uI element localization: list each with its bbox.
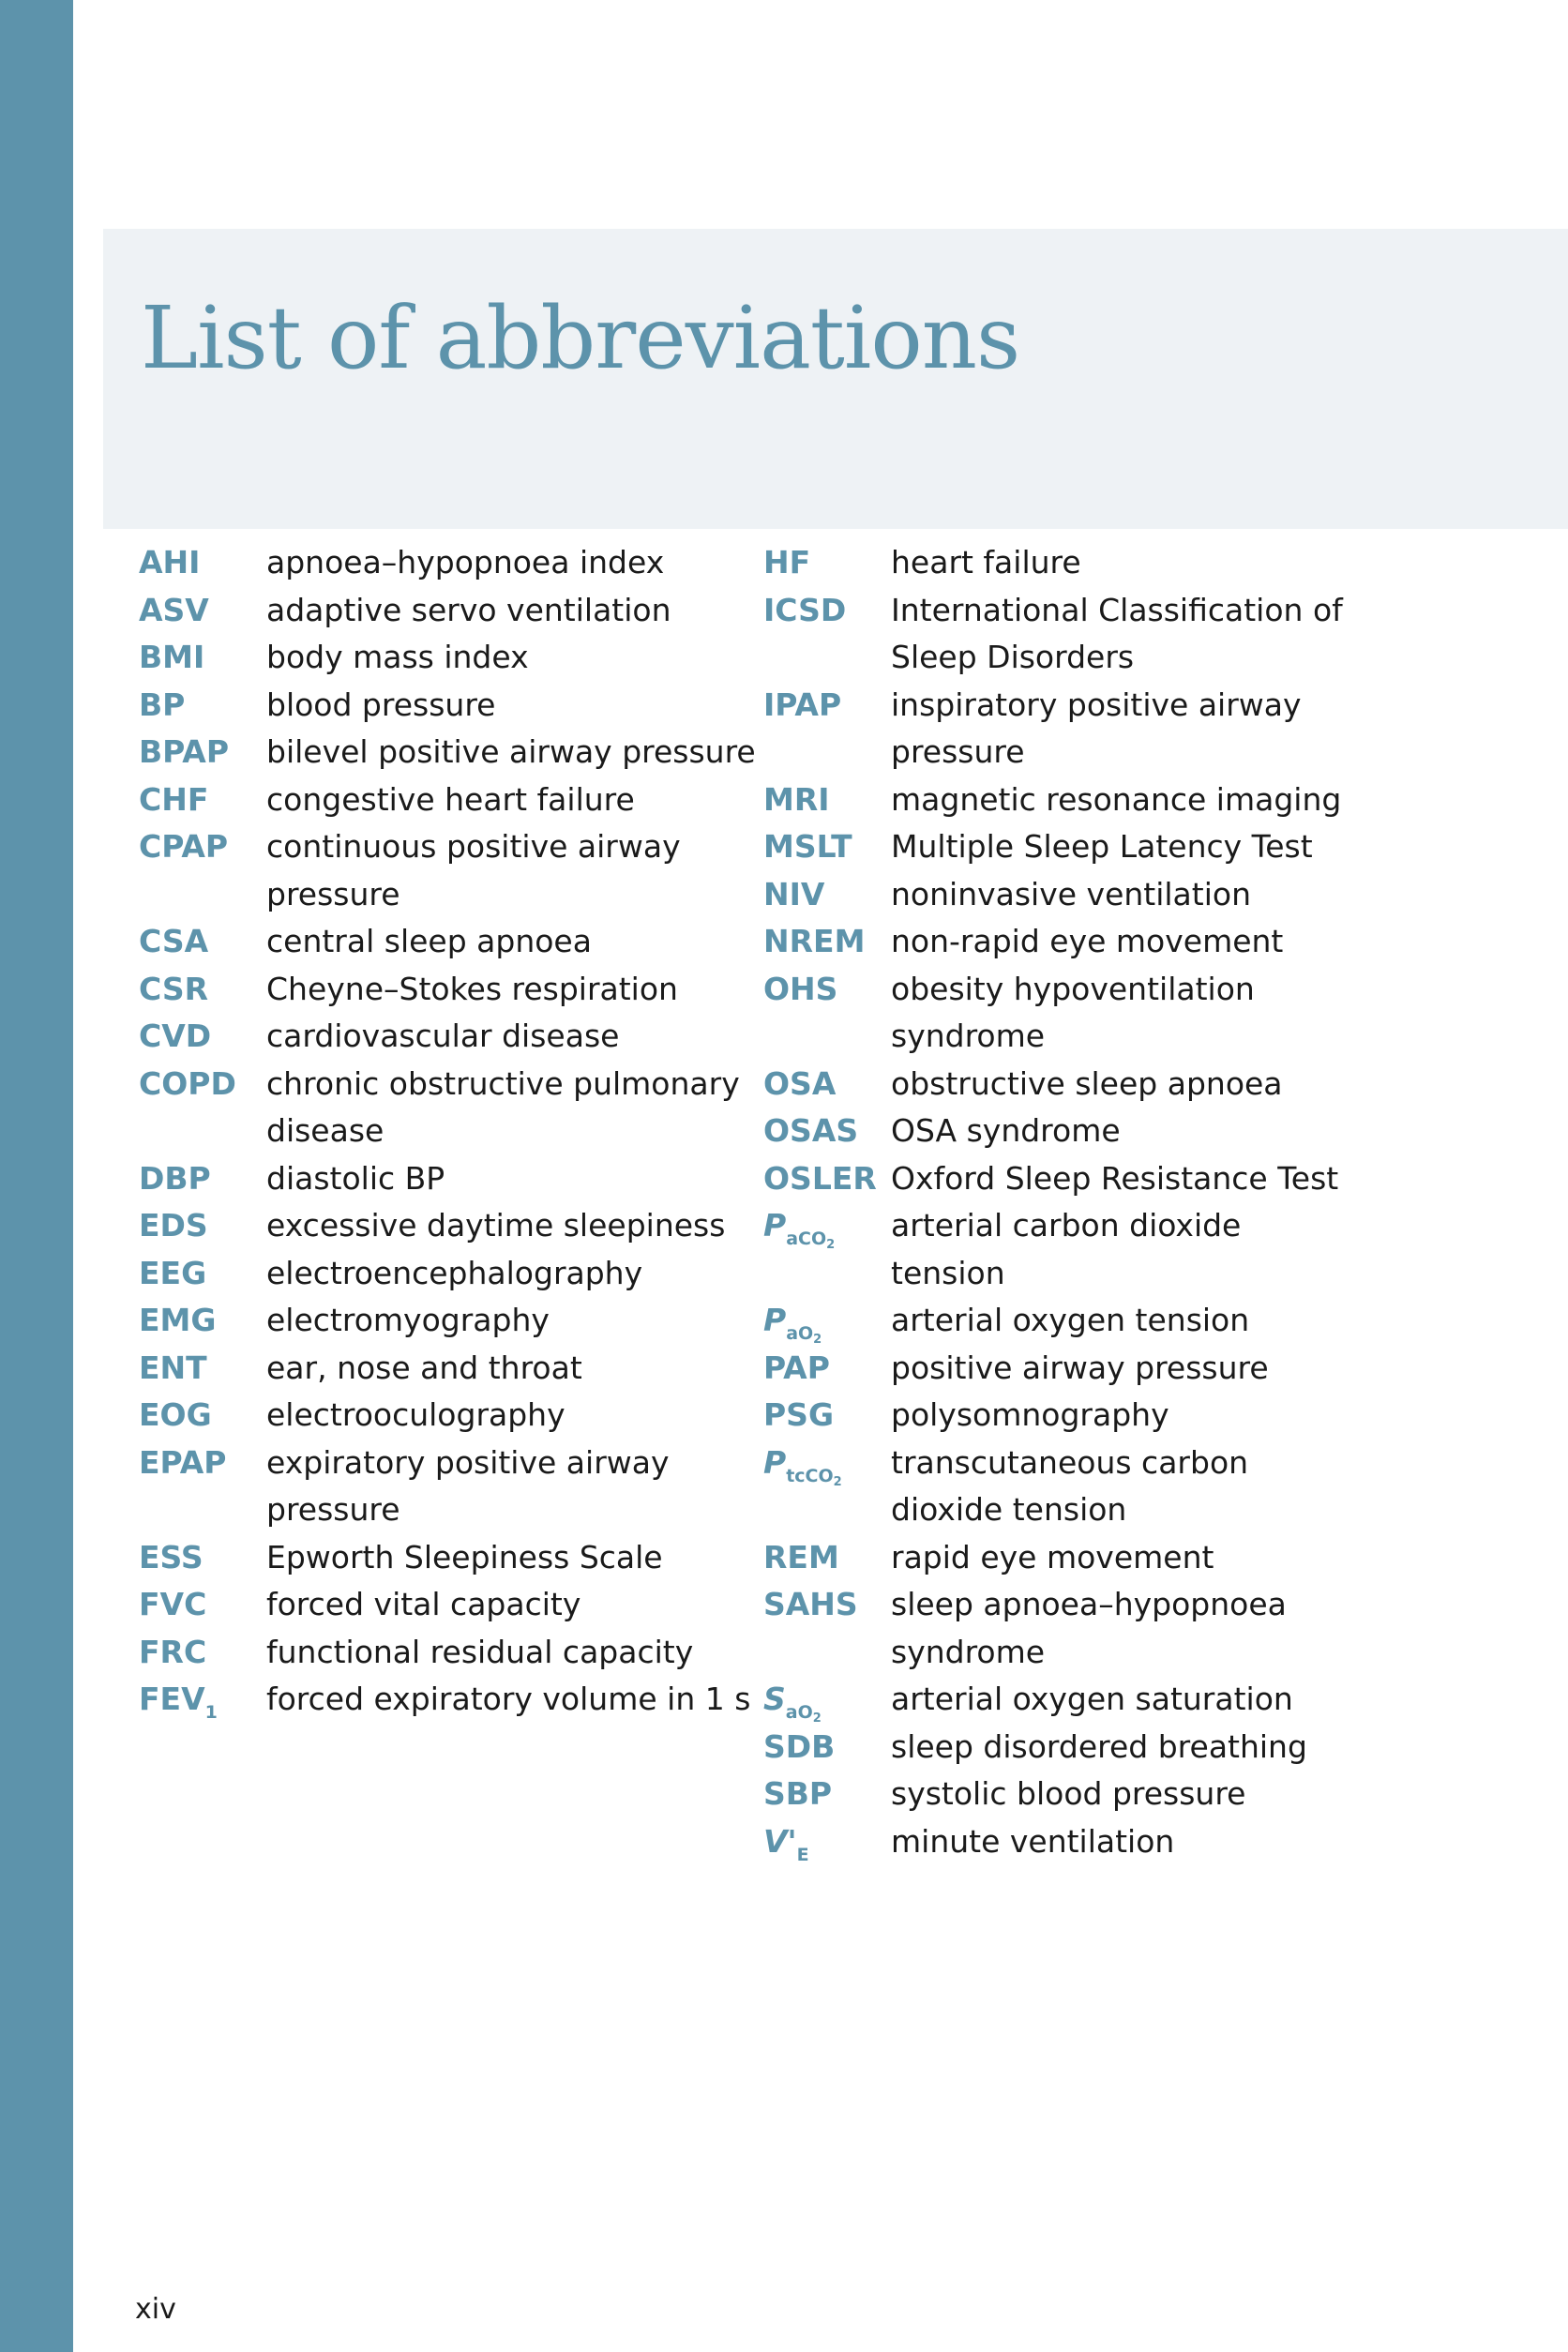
abbreviation-symbol: OSLER xyxy=(763,1159,877,1197)
abbreviation-symbol: PSG xyxy=(763,1396,835,1433)
abbreviation-term xyxy=(763,1581,891,1629)
abbreviation-symbol: IPAP xyxy=(763,686,842,723)
abbreviation-symbol: P xyxy=(763,1302,787,1338)
page-title: List of abbreviations xyxy=(141,288,1020,388)
abbreviation-subscript xyxy=(797,1845,809,1865)
abbreviation-entry xyxy=(763,1345,1345,1393)
abbreviation-entry xyxy=(139,1629,758,1677)
abbreviation-definition: forced expiratory volume in 1 s xyxy=(266,1681,751,1717)
abbreviation-entry xyxy=(763,823,1345,871)
abbreviation-term xyxy=(139,1392,266,1440)
abbreviation-definition: apnoea–hypopnoea index xyxy=(266,544,665,580)
abbreviation-symbol: MRI xyxy=(763,780,830,818)
abbreviation-definition: blood pressure xyxy=(266,686,496,723)
abbreviation-definition: functional residual capacity xyxy=(266,1633,694,1670)
abbreviation-term xyxy=(763,966,891,1014)
abbreviation-term xyxy=(763,1061,891,1108)
abbreviation-term xyxy=(763,776,891,824)
abbreviation-symbol: NREM xyxy=(763,923,866,959)
abbreviation-definition: Epworth Sleepiness Scale xyxy=(266,1538,663,1576)
abbreviation-definition: cardiovascular disease xyxy=(266,1018,620,1054)
abbreviation-symbol: CSR xyxy=(139,970,209,1007)
abbreviation-subscript xyxy=(786,1323,822,1347)
abbreviation-symbol: EOG xyxy=(139,1396,212,1433)
abbreviation-symbol: CSA xyxy=(139,923,209,959)
abbreviation-definition: International Classification of Sleep Disorders xyxy=(891,591,1343,675)
abbreviation-symbol: EMG xyxy=(139,1302,217,1338)
abbreviation-entry xyxy=(139,1676,758,1724)
abbreviation-entry xyxy=(763,682,1345,776)
abbreviation-symbol: V' xyxy=(763,1822,797,1860)
abbreviation-term xyxy=(139,1061,266,1108)
abbreviation-definition: minute ventilation xyxy=(891,1822,1175,1860)
abbreviation-term xyxy=(763,1202,891,1250)
abbreviation-symbol: SAHS xyxy=(763,1586,858,1622)
abbreviation-entry xyxy=(139,682,758,730)
abbreviation-entry xyxy=(763,1108,1345,1155)
abbreviation-symbol: NIV xyxy=(763,875,825,912)
abbreviation-entry xyxy=(139,1250,758,1298)
abbreviation-sub-subscript: 2 xyxy=(812,1711,822,1726)
abbreviation-term xyxy=(763,823,891,871)
abbreviation-entry xyxy=(763,1724,1345,1772)
abbreviation-symbol: MSLT xyxy=(763,828,852,865)
abbreviation-term xyxy=(763,1345,891,1393)
abbreviation-subscript xyxy=(785,1702,822,1726)
abbreviation-symbol: BPAP xyxy=(139,733,230,770)
abbreviation-definition: excessive daytime sleepiness xyxy=(266,1207,726,1244)
abbreviation-symbol: OSAS xyxy=(763,1112,859,1149)
abbreviation-symbol: FVC xyxy=(139,1586,207,1622)
abbreviation-entry xyxy=(763,587,1345,682)
abbreviation-subscript-text: 1 xyxy=(204,1702,218,1723)
abbreviation-definition: forced vital capacity xyxy=(266,1586,581,1622)
abbreviation-definition: diastolic BP xyxy=(266,1159,445,1197)
abbreviation-definition: chronic obstructive pulmonary disease xyxy=(266,1064,740,1149)
abbreviation-symbol: CPAP xyxy=(139,828,229,865)
abbreviation-definition: systolic blood pressure xyxy=(891,1775,1246,1812)
abbreviation-definition: ear, nose and throat xyxy=(266,1349,582,1386)
abbreviation-definition: arterial oxygen tension xyxy=(891,1302,1250,1338)
abbreviation-definition: inspiratory positive airway pressure xyxy=(891,686,1302,770)
abbreviation-term xyxy=(763,1771,891,1818)
abbreviation-symbol: BMI xyxy=(139,639,205,675)
abbreviation-definition: arterial oxygen saturation xyxy=(891,1681,1293,1717)
abbreviation-entry xyxy=(139,1440,758,1534)
abbreviation-term xyxy=(139,1013,266,1061)
abbreviation-subscript xyxy=(786,1465,842,1489)
abbreviation-entry xyxy=(139,539,758,587)
abbreviation-term xyxy=(763,1392,891,1440)
abbreviation-symbol: EPAP xyxy=(139,1443,227,1481)
abbreviation-term xyxy=(763,682,891,730)
abbreviation-symbol: BP xyxy=(139,686,186,723)
abbreviation-term xyxy=(139,1202,266,1250)
abbreviation-symbol: FRC xyxy=(139,1633,207,1670)
abbreviation-term xyxy=(763,1724,891,1772)
abbreviation-entry xyxy=(139,1155,758,1203)
abbreviation-subscript xyxy=(786,1229,836,1252)
abbreviations-left-column xyxy=(139,539,758,1724)
abbreviation-entry xyxy=(139,1013,758,1061)
abbreviation-term xyxy=(763,1297,891,1345)
abbreviation-entry xyxy=(139,776,758,824)
abbreviation-term xyxy=(139,539,266,587)
abbreviation-symbol: EDS xyxy=(139,1207,208,1244)
abbreviation-term xyxy=(139,823,266,871)
abbreviation-term xyxy=(139,1676,266,1724)
abbreviation-definition: magnetic resonance imaging xyxy=(891,780,1342,818)
abbreviation-subscript-text: E xyxy=(796,1844,809,1865)
abbreviation-definition: noninvasive ventilation xyxy=(891,875,1251,912)
abbreviation-definition: OSA syndrome xyxy=(891,1112,1121,1149)
abbreviation-entry xyxy=(763,776,1345,824)
abbreviation-definition: obstructive sleep apnoea xyxy=(891,1064,1283,1102)
abbreviation-symbol: P xyxy=(763,1443,787,1481)
abbreviation-symbol: DBP xyxy=(139,1159,211,1197)
abbreviation-symbol: AHI xyxy=(139,544,201,580)
abbreviation-definition: polysomnography xyxy=(891,1396,1169,1433)
title-panel xyxy=(103,229,1568,529)
abbreviation-symbol: COPD xyxy=(139,1064,236,1102)
abbreviation-term xyxy=(139,1534,266,1582)
abbreviation-entry xyxy=(139,729,758,776)
abbreviation-term xyxy=(139,1297,266,1345)
abbreviation-term xyxy=(763,1534,891,1582)
side-color-band xyxy=(0,0,73,2352)
abbreviation-term xyxy=(139,918,266,966)
abbreviation-term xyxy=(763,1155,891,1203)
abbreviation-subscript-text: aO xyxy=(786,1323,814,1344)
abbreviation-entry xyxy=(763,1297,1345,1345)
abbreviation-symbol: P xyxy=(763,1207,787,1244)
abbreviation-entry xyxy=(139,1345,758,1393)
abbreviation-entry xyxy=(763,918,1345,966)
abbreviation-term xyxy=(763,1818,891,1866)
abbreviation-subscript-text: aO xyxy=(785,1702,813,1723)
abbreviation-symbol: ICSD xyxy=(763,591,847,628)
abbreviation-definition: non-rapid eye movement xyxy=(891,923,1284,959)
abbreviation-entry xyxy=(139,1534,758,1582)
abbreviation-symbol: CVD xyxy=(139,1018,212,1054)
abbreviation-term xyxy=(139,682,266,730)
abbreviation-term xyxy=(139,1629,266,1677)
abbreviation-term xyxy=(763,918,891,966)
abbreviation-definition: transcutaneous carbon dioxide tension xyxy=(891,1443,1249,1528)
abbreviation-entry xyxy=(139,966,758,1014)
abbreviation-symbol: PAP xyxy=(763,1349,830,1386)
abbreviation-symbol: FEV xyxy=(139,1681,205,1717)
abbreviation-entry xyxy=(763,966,1345,1061)
abbreviation-term xyxy=(763,587,891,635)
abbreviation-entry xyxy=(763,1440,1345,1534)
abbreviation-subscript xyxy=(205,1702,218,1723)
abbreviation-term xyxy=(139,966,266,1014)
abbreviation-entry xyxy=(763,1771,1345,1818)
abbreviation-term xyxy=(139,729,266,776)
abbreviation-term xyxy=(139,776,266,824)
abbreviation-symbol: SDB xyxy=(763,1727,836,1765)
abbreviation-entry xyxy=(139,1061,758,1155)
abbreviation-definition: congestive heart failure xyxy=(266,780,635,818)
abbreviation-entry xyxy=(763,1202,1345,1297)
abbreviation-definition: body mass index xyxy=(266,639,529,675)
abbreviation-symbol: REM xyxy=(763,1538,839,1576)
abbreviation-symbol: S xyxy=(763,1681,786,1717)
abbreviation-definition: continuous positive airway pressure xyxy=(266,828,681,912)
abbreviation-definition: positive airway pressure xyxy=(891,1349,1269,1386)
abbreviation-term xyxy=(139,1250,266,1298)
abbreviation-definition: adaptive servo ventilation xyxy=(266,591,671,628)
abbreviation-entry xyxy=(763,1676,1345,1724)
abbreviation-definition: heart failure xyxy=(891,544,1081,580)
abbreviation-subscript-text: aCO xyxy=(786,1229,827,1249)
abbreviation-entry xyxy=(139,1581,758,1629)
abbreviation-symbol: EEG xyxy=(139,1254,207,1291)
abbreviation-definition: central sleep apnoea xyxy=(266,923,592,959)
abbreviation-entry xyxy=(763,1061,1345,1108)
abbreviation-symbol: HF xyxy=(763,544,811,580)
abbreviation-definition: Multiple Sleep Latency Test xyxy=(891,828,1313,865)
abbreviation-term xyxy=(139,634,266,682)
abbreviation-definition: bilevel positive airway pressure xyxy=(266,733,756,770)
abbreviation-entry xyxy=(763,539,1345,587)
abbreviation-entry xyxy=(139,1202,758,1250)
abbreviation-term xyxy=(139,1345,266,1393)
abbreviation-definition: rapid eye movement xyxy=(891,1538,1214,1576)
abbreviation-symbol: ASV xyxy=(139,591,209,628)
abbreviation-term xyxy=(763,1440,891,1487)
abbreviation-definition: electrooculography xyxy=(266,1396,565,1433)
abbreviation-sub-subscript: 2 xyxy=(813,1333,822,1347)
abbreviation-entry xyxy=(139,1297,758,1345)
abbreviation-term xyxy=(763,1108,891,1155)
abbreviation-entry xyxy=(139,823,758,918)
abbreviation-definition: sleep disordered breathing xyxy=(891,1727,1307,1765)
abbreviation-entry xyxy=(763,1155,1345,1203)
abbreviation-symbol: SBP xyxy=(763,1775,833,1812)
abbreviation-symbol: OSA xyxy=(763,1064,837,1102)
abbreviation-term xyxy=(763,539,891,587)
abbreviation-subscript-text: tcCO xyxy=(786,1465,834,1486)
abbreviation-sub-subscript: 2 xyxy=(826,1238,836,1252)
abbreviation-symbol: CHF xyxy=(139,780,209,818)
abbreviation-entry xyxy=(139,918,758,966)
abbreviation-entry xyxy=(139,634,758,682)
abbreviation-term xyxy=(139,587,266,635)
abbreviation-entry xyxy=(763,1818,1345,1866)
abbreviation-definition: arterial carbon dioxide tension xyxy=(891,1207,1242,1291)
abbreviation-entry xyxy=(763,1581,1345,1676)
abbreviation-term xyxy=(763,1676,891,1724)
abbreviation-definition: expiratory positive airway pressure xyxy=(266,1443,670,1528)
abbreviation-symbol: ESS xyxy=(139,1538,204,1576)
abbreviation-sub-subscript: 2 xyxy=(833,1474,842,1489)
abbreviation-symbol: OHS xyxy=(763,970,838,1007)
abbreviation-entry xyxy=(763,871,1345,919)
abbreviation-definition: obesity hypoventilation syndrome xyxy=(891,970,1255,1054)
abbreviation-term xyxy=(139,1155,266,1203)
abbreviation-definition: sleep apnoea–hypopnoea syndrome xyxy=(891,1586,1287,1670)
abbreviation-term xyxy=(763,871,891,919)
page-number: xiv xyxy=(135,2293,176,2326)
abbreviation-entry xyxy=(763,1392,1345,1440)
abbreviation-term xyxy=(139,1581,266,1629)
abbreviation-term xyxy=(139,1440,266,1487)
abbreviation-entry xyxy=(139,1392,758,1440)
abbreviation-definition: electromyography xyxy=(266,1302,550,1338)
abbreviation-definition: Cheyne–Stokes respiration xyxy=(266,970,678,1007)
abbreviation-definition: electroencephalography xyxy=(266,1254,643,1291)
abbreviation-symbol: ENT xyxy=(139,1349,207,1386)
abbreviation-entry xyxy=(763,1534,1345,1582)
abbreviations-right-column xyxy=(763,539,1345,1865)
abbreviation-definition: Oxford Sleep Resistance Test xyxy=(891,1159,1339,1197)
abbreviation-entry xyxy=(139,587,758,635)
